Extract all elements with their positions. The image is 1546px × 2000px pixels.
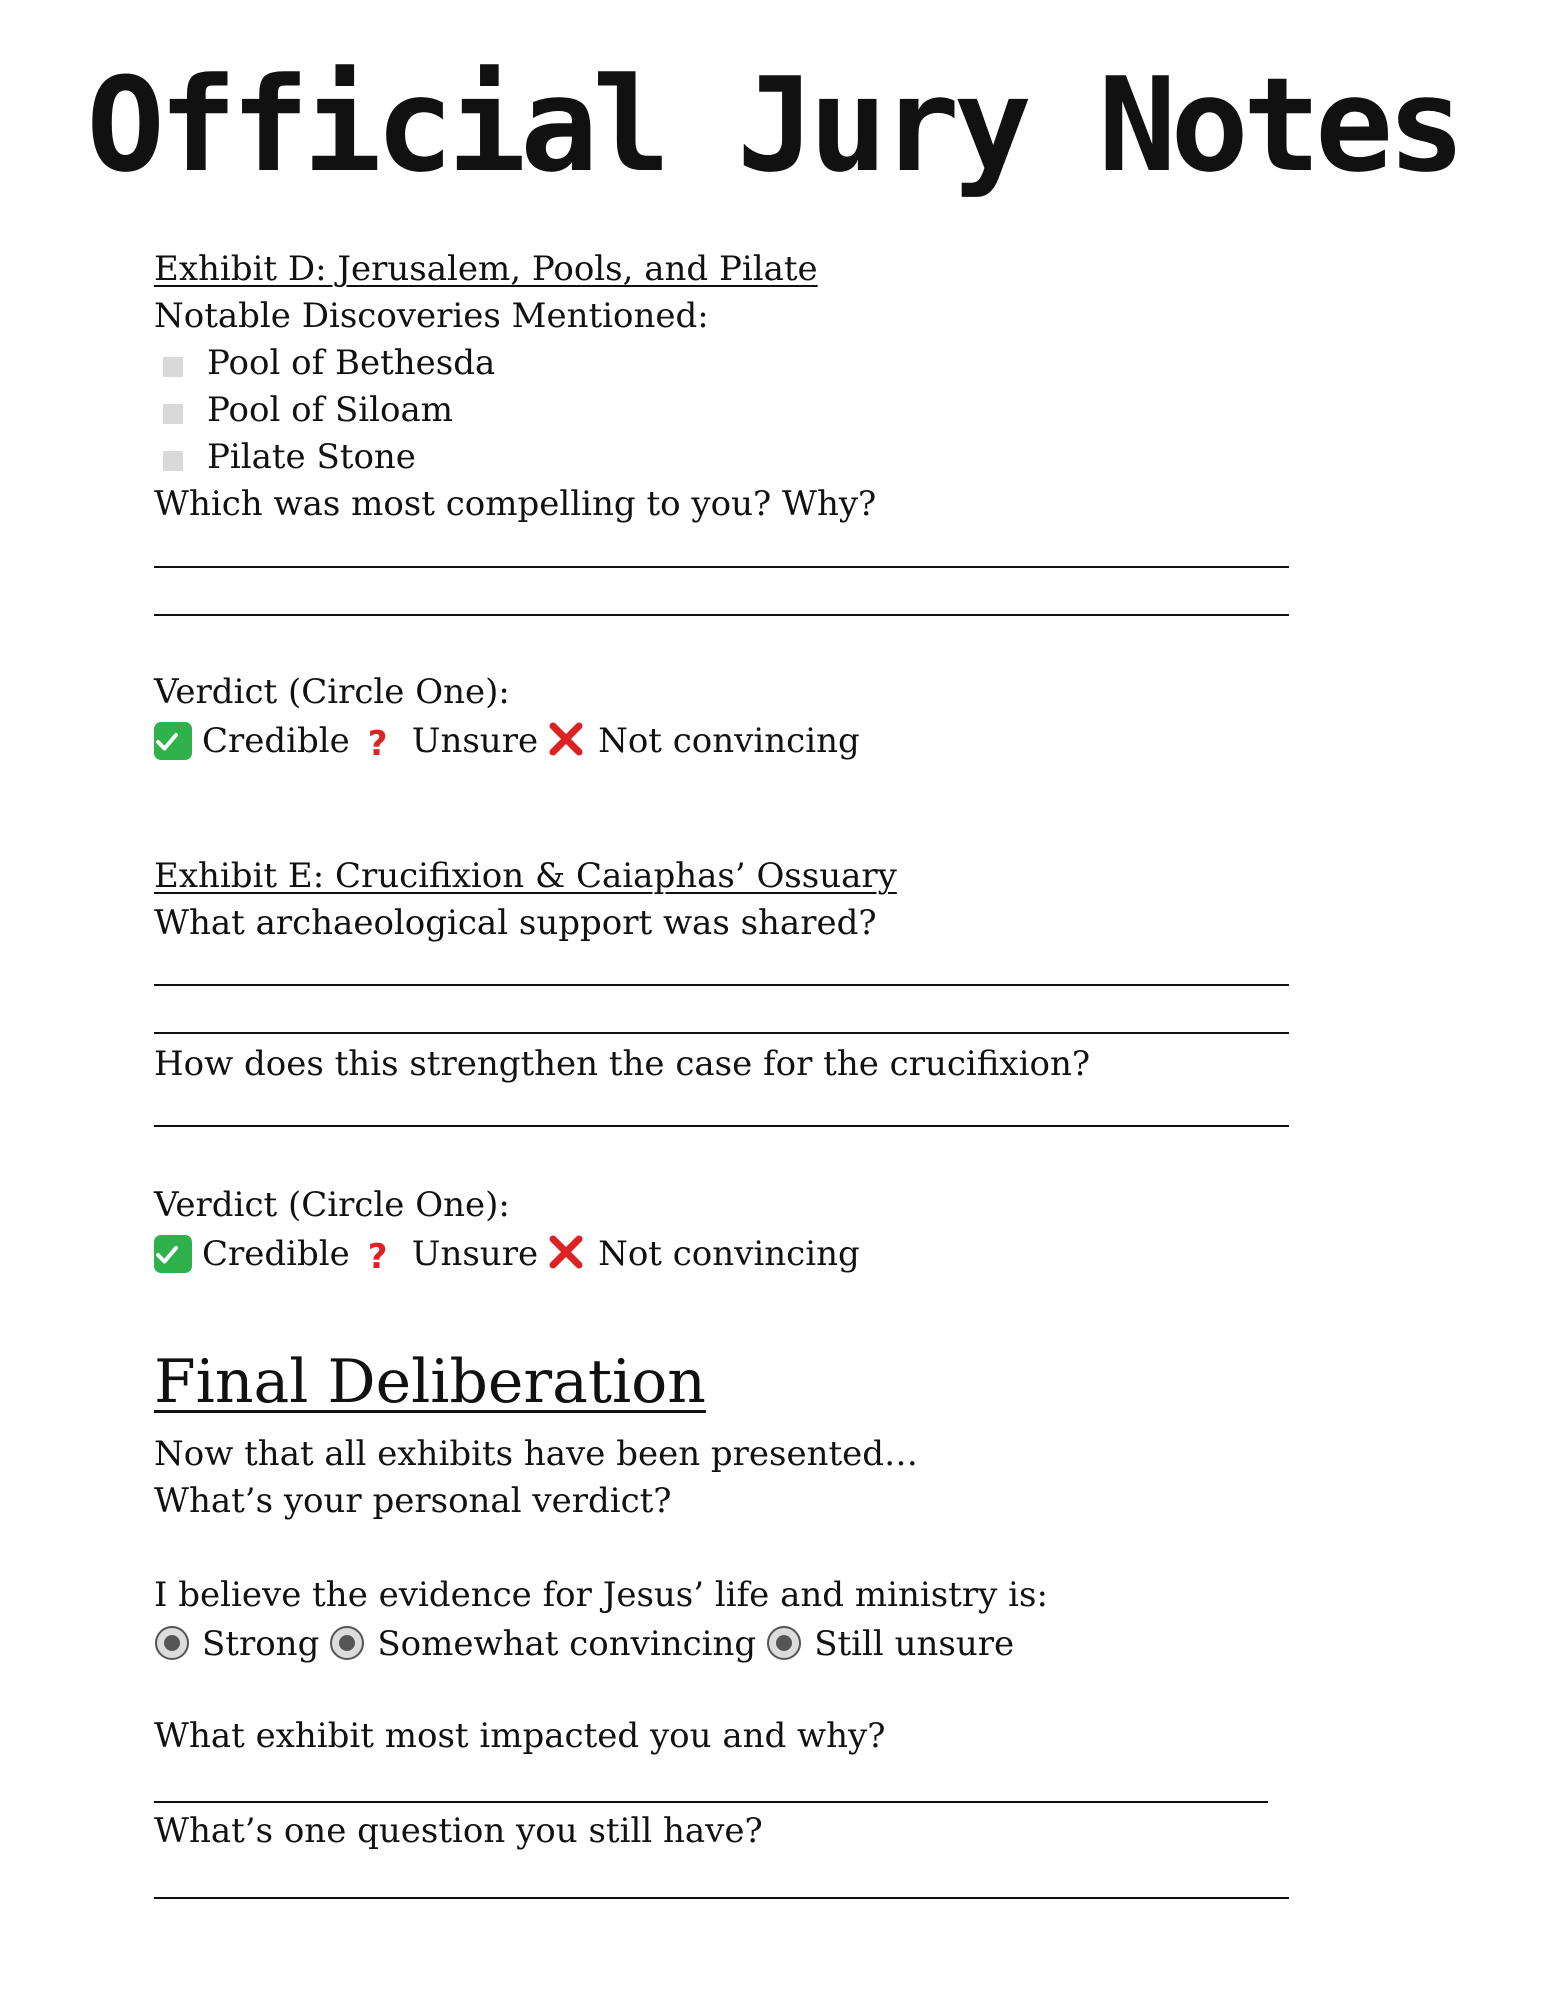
verdict-option-credible[interactable]: Credible	[202, 721, 350, 761]
belief-option-strong[interactable]: Strong	[202, 1624, 320, 1664]
red-cross-mark-icon[interactable]	[548, 721, 588, 761]
answer-line[interactable]	[154, 984, 1289, 986]
exhibit-d-heading: Exhibit D: Jerusalem, Pools, and Pilate	[154, 249, 818, 289]
white-check-mark-icon[interactable]	[154, 1235, 192, 1273]
belief-option-somewhat-convincing[interactable]: Somewhat convincing	[377, 1624, 757, 1664]
gray-square-bullet-icon	[163, 451, 183, 471]
answer-line[interactable]	[154, 1897, 1289, 1899]
red-question-mark-icon[interactable]: ?	[367, 1237, 388, 1277]
list-item: Pilate Stone	[207, 437, 416, 477]
final-intro-1: Now that all exhibits have been presented…	[154, 1434, 919, 1474]
final-intro-2: What’s your personal verdict?	[154, 1481, 672, 1521]
exhibit-d-question: Which was most compelling to you? Why?	[154, 484, 877, 524]
white-check-mark-icon[interactable]	[154, 722, 192, 760]
page-title: Official Jury Notes	[86, 49, 1460, 201]
verdict-label: Verdict (Circle One):	[154, 672, 510, 712]
gray-square-bullet-icon	[163, 404, 183, 424]
exhibit-e-heading: Exhibit E: Crucifixion & Caiaphas’ Ossuary	[154, 856, 897, 896]
exhibit-d-subheading: Notable Discoveries Mentioned:	[154, 296, 709, 336]
radio-button-icon[interactable]	[766, 1625, 804, 1663]
answer-line[interactable]	[154, 614, 1289, 616]
exhibit-e-question-2: How does this strengthen the case for the crucifixion?	[154, 1044, 1091, 1084]
belief-option-still-unsure[interactable]: Still unsure	[814, 1624, 1015, 1664]
final-question-2: What’s one question you still have?	[154, 1811, 763, 1851]
verdict-options-row	[154, 719, 860, 763]
red-cross-mark-icon[interactable]	[548, 1234, 588, 1274]
exhibit-e-question-1: What archaeological support was shared?	[154, 903, 877, 943]
final-question-1: What exhibit most impacted you and why?	[154, 1716, 886, 1756]
verdict-label: Verdict (Circle One):	[154, 1185, 510, 1225]
radio-button-icon[interactable]	[329, 1625, 367, 1663]
radio-button-icon[interactable]	[154, 1625, 192, 1663]
answer-line[interactable]	[154, 566, 1289, 568]
answer-line[interactable]	[154, 1801, 1268, 1803]
answer-line[interactable]	[154, 1125, 1289, 1127]
gray-square-bullet-icon	[163, 357, 183, 377]
verdict-option-unsure[interactable]: Unsure	[411, 721, 539, 761]
list-item: Pool of Siloam	[207, 390, 454, 430]
verdict-options-row	[154, 1232, 860, 1276]
verdict-option-unsure[interactable]: Unsure	[411, 1234, 539, 1274]
belief-options-row	[154, 1622, 1014, 1666]
list-item: Pool of Bethesda	[207, 343, 496, 383]
answer-line[interactable]	[154, 1032, 1289, 1034]
verdict-option-not-convincing[interactable]: Not convincing	[598, 721, 860, 761]
red-question-mark-icon[interactable]: ?	[367, 724, 388, 764]
belief-prompt: I believe the evidence for Jesus’ life and ministry is:	[154, 1575, 1048, 1615]
verdict-option-credible[interactable]: Credible	[202, 1234, 350, 1274]
final-heading: Final Deliberation	[154, 1347, 706, 1417]
verdict-option-not-convincing[interactable]: Not convincing	[598, 1234, 860, 1274]
